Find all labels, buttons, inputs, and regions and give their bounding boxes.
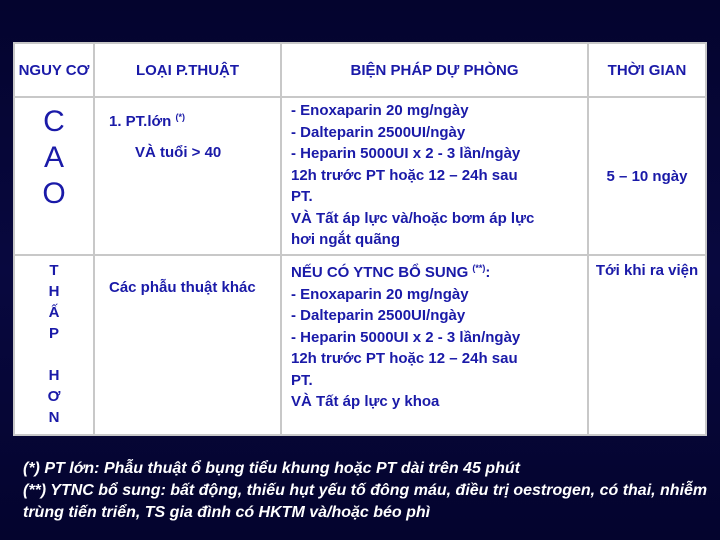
risk-letter: N xyxy=(48,409,60,426)
header-surgery-type-label: LOẠI P.THUẬT xyxy=(135,61,240,79)
risk-cell-high xyxy=(14,97,94,255)
header-risk xyxy=(14,43,94,97)
risk-cell-low xyxy=(14,255,94,435)
measures-cell-low xyxy=(281,255,588,435)
table-row-low-risk xyxy=(14,255,706,435)
measure-line: 12h trước PT hoặc 12 – 24h sau xyxy=(291,350,518,367)
risk-letter: H xyxy=(48,367,60,384)
measures-intro xyxy=(291,258,581,284)
technique-footnote-marker: (*) xyxy=(175,112,186,122)
risk-letter: T xyxy=(49,262,59,279)
header-prevention-label: BIỆN PHÁP DỰ PHÒNG xyxy=(350,61,519,79)
header-prevention xyxy=(281,43,588,97)
measures-intro-colon: : xyxy=(485,264,491,281)
header-duration-label: THỜI GIAN xyxy=(607,61,687,79)
technique-line-1-text: 1. PT.lớn xyxy=(109,113,172,130)
technique-cell-high xyxy=(94,97,281,255)
technique-line-1 xyxy=(95,98,280,131)
measure-line: 12h trước PT hoặc 12 – 24h sau xyxy=(291,166,518,184)
technique-cell-low xyxy=(94,255,281,435)
table-header-row xyxy=(14,43,706,97)
measure-line: - Heparin 5000UI x 2 - 3 lần/ngày xyxy=(291,145,521,162)
measure-line: - Dalteparin 2500UI/ngày xyxy=(291,123,466,141)
measure-line: - Heparin 5000UI x 2 - 3 lần/ngày xyxy=(291,328,521,346)
technique-line-2: VÀ tuổi > 40 xyxy=(135,144,222,161)
letter-spacer xyxy=(15,344,93,365)
risk-letter: A xyxy=(43,141,64,174)
measure-line: PT. xyxy=(291,371,313,389)
measure-line: VÀ Tất áp lực y khoa xyxy=(291,393,440,410)
technique-text: Các phẫu thuật khác xyxy=(109,279,256,296)
footnote-additional-risk-factors: (**) YTNC bổ sung: bất động, thiếu hụt yếu tố đông máu, điều trị oestrogen, có thai, nhiễm trùng tiến triển, TS gia đình có HKTM và/hoặc béo phì xyxy=(23,482,708,521)
footnote-major-surgery: (*) PT lớn: Phẫu thuật ổ bụng tiểu khung hoặc PT dài trên 45 phút xyxy=(23,460,520,477)
risk-letter: Ấ xyxy=(48,304,60,321)
table-row-high-risk xyxy=(14,97,706,255)
duration-cell-low xyxy=(588,255,706,435)
risk-letter: O xyxy=(42,177,66,210)
header-duration xyxy=(588,43,706,97)
header-surgery-type xyxy=(94,43,281,97)
measure-line: - Enoxaparin 20 mg/ngày xyxy=(291,102,469,119)
risk-letter: Ơ xyxy=(47,388,61,405)
duration-cell-high xyxy=(588,97,706,255)
duration-text: Tới khi ra viện xyxy=(595,262,699,279)
footnotes xyxy=(23,458,713,524)
header-risk-label: NGUY CƠ xyxy=(18,61,90,79)
measure-line: - Enoxaparin 20 mg/ngày xyxy=(291,285,469,303)
measure-line: - Dalteparin 2500UI/ngày xyxy=(291,307,466,324)
measures-list xyxy=(282,256,587,413)
measures-list xyxy=(282,98,587,251)
risk-letter: H xyxy=(48,283,60,300)
measures-footnote-marker: (**) xyxy=(472,263,486,273)
risk-letter: C xyxy=(43,105,65,138)
measure-line: VÀ Tất áp lực và/hoặc bơm áp lực xyxy=(291,209,535,227)
measure-line: PT. xyxy=(291,188,313,205)
measures-intro-text: NẾU CÓ YTNC BỔ SUNG xyxy=(291,264,469,281)
measures-cell-high xyxy=(281,97,588,255)
risk-letter: P xyxy=(48,325,59,342)
prophylaxis-table xyxy=(13,42,707,436)
duration-text: 5 – 10 ngày xyxy=(606,167,688,185)
measure-line: hơi ngắt quãng xyxy=(291,231,400,248)
